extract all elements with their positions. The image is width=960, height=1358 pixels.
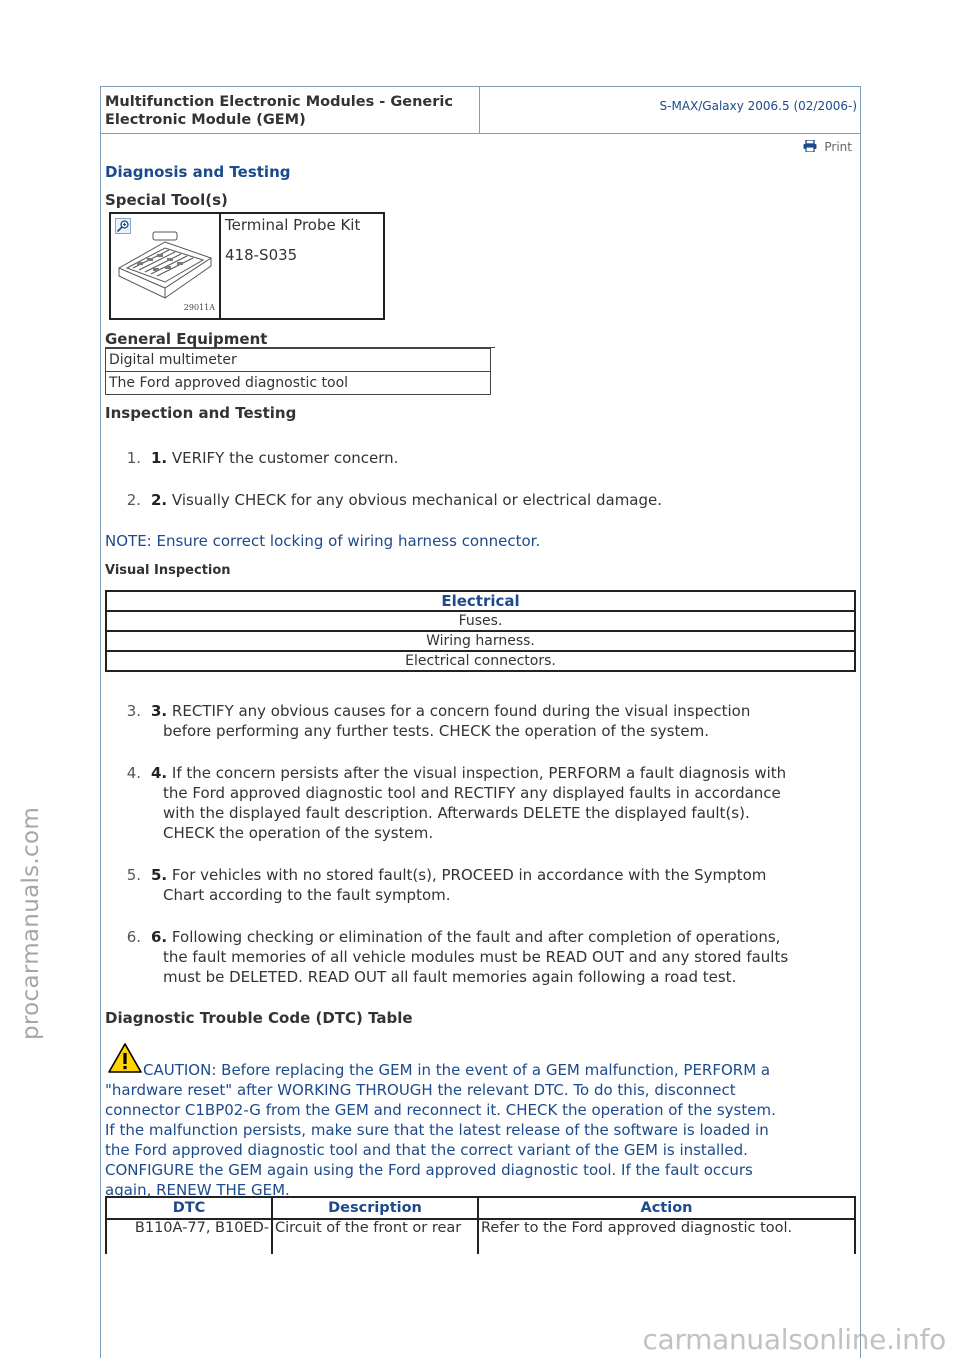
table-header: Electrical: [106, 591, 855, 611]
special-tool-table: [109, 212, 385, 320]
visual-inspection-heading: Visual Inspection: [105, 563, 231, 578]
special-tools-heading: Special Tool(s): [105, 191, 228, 209]
column-header-action: Action: [478, 1197, 855, 1219]
printer-icon: [803, 140, 821, 154]
dtc-action: Refer to the Ford approved diagnostic tool.: [478, 1219, 855, 1254]
probe-kit-illustration: [113, 228, 217, 308]
table-row: Electrical connectors.: [106, 651, 855, 671]
visual-inspection-table: [105, 590, 856, 672]
dtc-heading: Diagnostic Trouble Code (DTC) Table: [105, 1009, 413, 1027]
document-header: [101, 86, 860, 134]
note-text: NOTE: Ensure correct locking of wiring harness connector.: [105, 532, 541, 550]
tool-image: [111, 214, 221, 318]
equipment-item: The Ford approved diagnostic tool: [106, 372, 491, 395]
document-title: Multifunction Electronic Modules - Generic Electronic Module (GEM): [101, 87, 480, 133]
equipment-table: [105, 348, 491, 395]
table-row: Wiring harness.: [106, 631, 855, 651]
dtc-description: Circuit of the front or rear: [272, 1219, 478, 1254]
print-label: Print: [824, 140, 852, 154]
step-item: 3. 3. RECTIFY any obvious causes for a concern found during the visual inspection before performing any further tests. CHECK the operation of the system.: [126, 702, 751, 740]
general-equipment-heading: General Equipment: [105, 330, 268, 348]
document-page: [100, 86, 861, 1358]
watermark-bottom: carmanualsonline.info: [642, 1323, 946, 1356]
print-link[interactable]: [101, 134, 860, 154]
step-item: 2. 2. Visually CHECK for any obvious mechanical or electrical damage.: [126, 491, 663, 509]
vehicle-model: S-MAX/Galaxy 2006.5 (02/2006-): [659, 99, 857, 113]
table-row: Fuses.: [106, 611, 855, 631]
table-row: [106, 1219, 855, 1254]
dtc-code: B110A-77, B10ED-: [106, 1219, 272, 1254]
column-header-description: Description: [272, 1197, 478, 1219]
inspection-heading: Inspection and Testing: [105, 404, 297, 422]
section-title: Diagnosis and Testing: [105, 163, 291, 181]
tool-image-caption: 29011A: [183, 303, 215, 312]
step-item: 1. 1. VERIFY the customer concern.: [126, 449, 399, 467]
caution-text: CAUTION: Before replacing the GEM in the event of a GEM malfunction, PERFORM a "hardware reset" after WORKING THROUGH the relevant DTC. To do this, disconnect connector C1BP02-G from the GEM and reconnect it. CHECK the operation of the system. If the malfunction persists, make sure that the latest release of the software is loaded in the Ford approved diagnostic tool and that the correct variant of the GEM is installed. CONFIGURE the GEM again using the Ford approved diagnostic tool. If the fault occurs again, RENEW THE GEM.: [105, 1061, 776, 1199]
tool-name: Terminal Probe Kit: [225, 216, 361, 234]
column-header-dtc: DTC: [106, 1197, 272, 1219]
watermark-side: procarmanuals.com: [18, 806, 44, 1040]
tool-description: [221, 214, 383, 318]
step-item: 5. 5. For vehicles with no stored fault(s), PROCEED in accordance with the Symptom Chart according to the fault symptom.: [126, 866, 767, 904]
step-item: 4. 4. If the concern persists after the visual inspection, PERFORM a fault diagnosis with the Ford approved diagnostic tool and RECTIFY any displayed faults in accordance with the displayed fault description. Afterwards DELETE the displayed fault(s). CHECK the operation of the system.: [126, 764, 787, 842]
step-item: 6. 6. Following checking or elimination of the fault and after completion of operations, the fault memories of all vehicle modules must be READ OUT and any stored faults must be DELETED. READ OUT all fault memories again following a road test.: [126, 928, 789, 986]
tool-number: 418-S035: [225, 246, 298, 264]
equipment-item: Digital multimeter: [106, 349, 491, 372]
dtc-table: [105, 1196, 856, 1254]
